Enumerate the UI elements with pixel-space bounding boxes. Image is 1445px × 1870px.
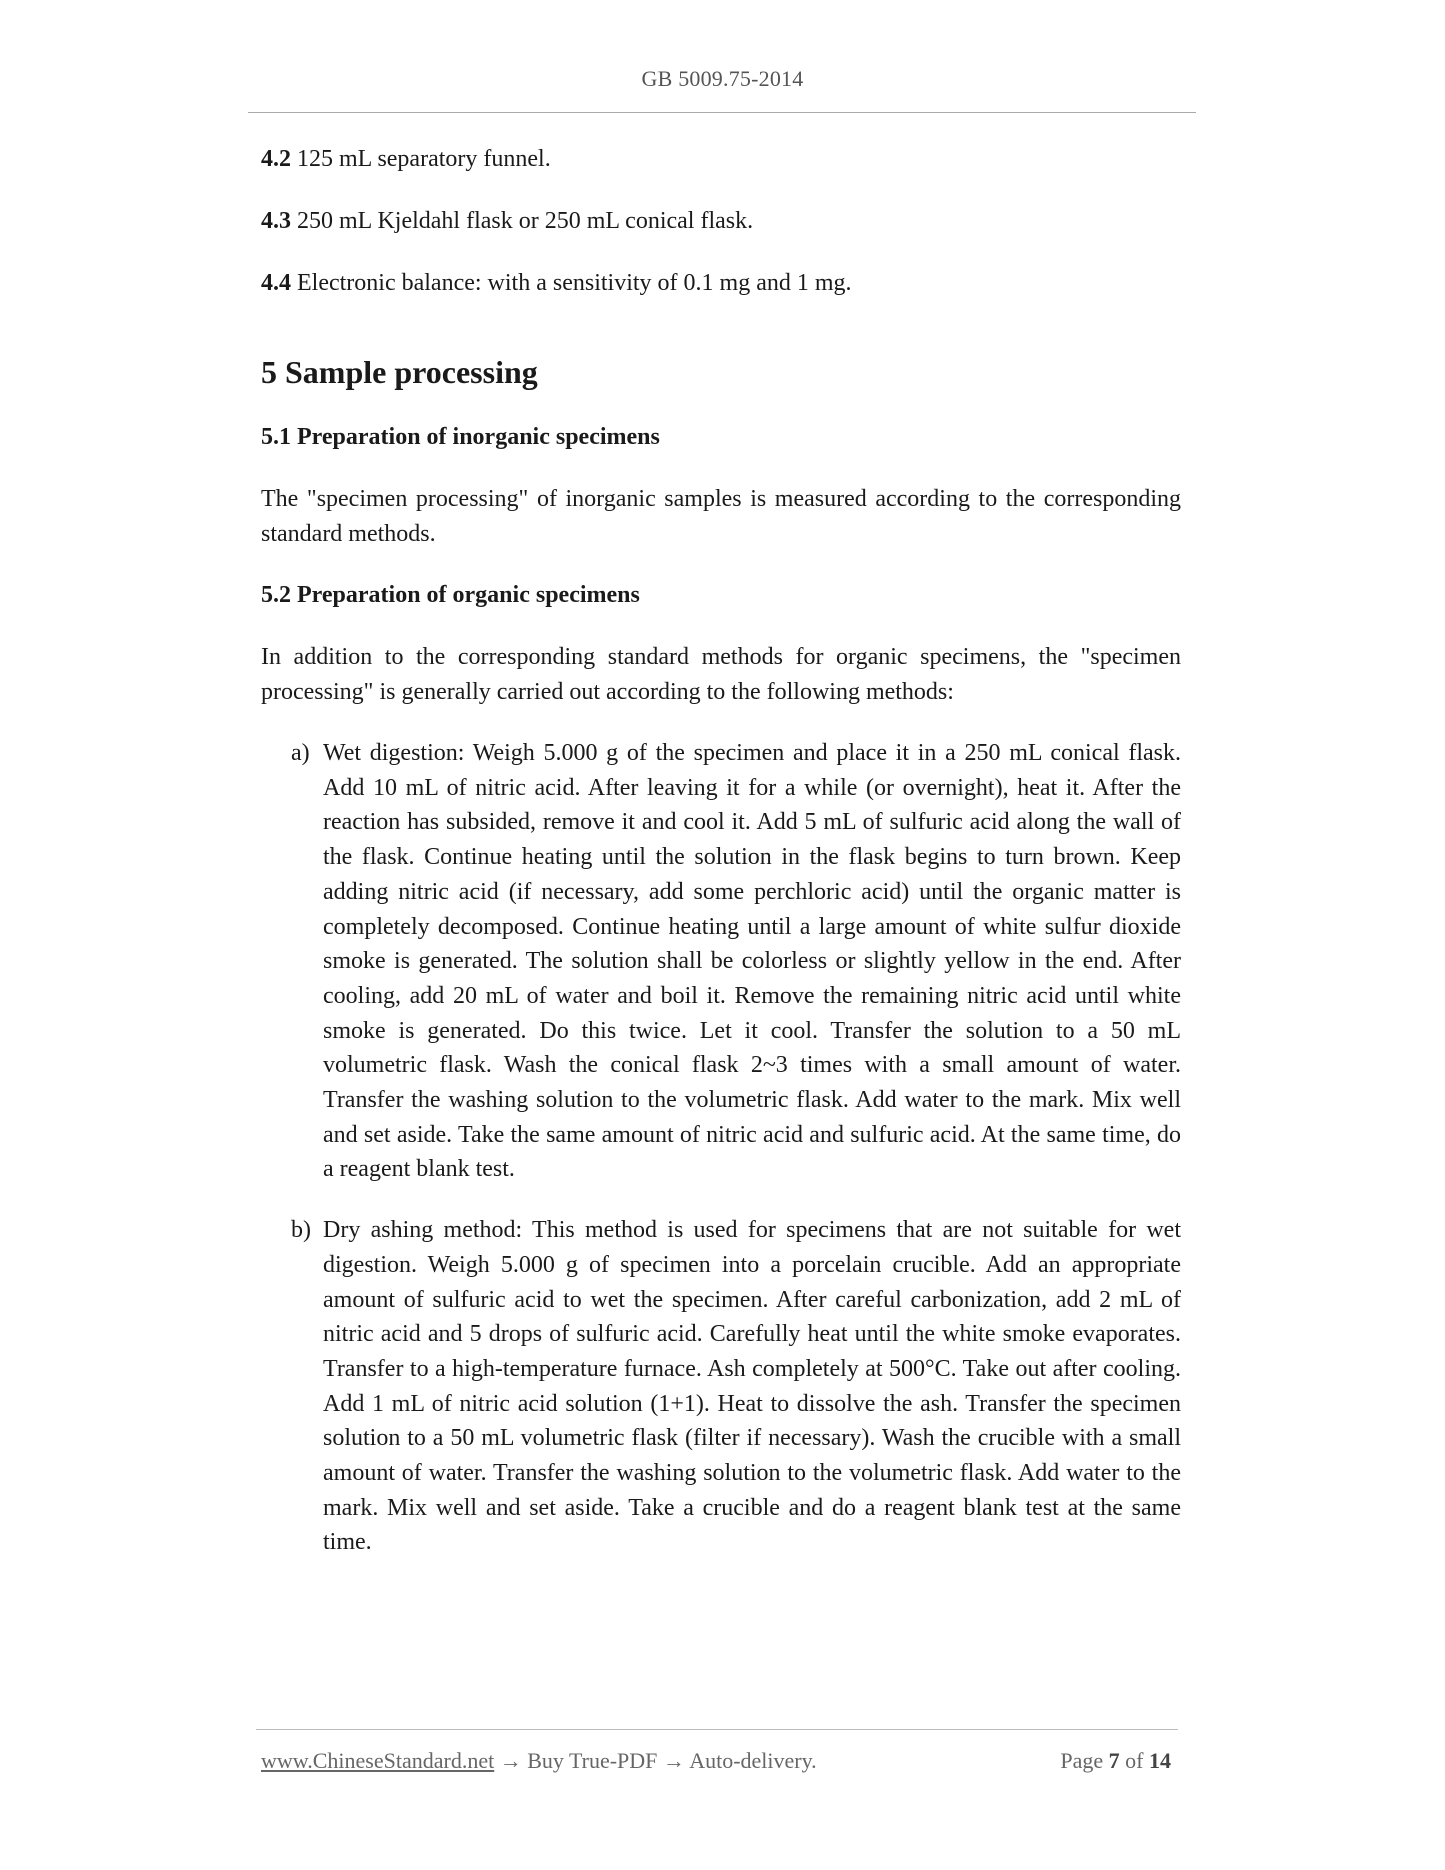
section-5-heading: 5 Sample processing <box>261 354 538 390</box>
website-link[interactable]: www.ChineseStandard.net <box>261 1748 495 1773</box>
item-4-2 <box>261 142 1181 176</box>
section-5-1-paragraph: The "specimen processing" of inorganic samples is measured according to the corresponding standard methods. <box>261 486 1181 547</box>
list-marker: b) <box>291 1217 311 1244</box>
item-number: 4.2 <box>261 146 291 172</box>
page-header: GB 5009.75-2014 <box>641 66 804 91</box>
section-5-2-paragraph: In addition to the corresponding standard methods for organic specimens, the "specimen processing" is generally carried out according to the following methods: <box>261 644 1181 705</box>
page-content <box>261 142 1181 1586</box>
footer-promo-text: → Buy True-PDF → Auto-delivery. <box>494 1748 817 1773</box>
item-4-3 <box>261 204 1181 238</box>
list-item-dry-ashing <box>261 1213 1181 1560</box>
item-text: Electronic balance: with a sensitivity of 0.1 mg and 1 mg. <box>291 270 852 296</box>
item-text: 125 mL separatory funnel. <box>291 146 551 172</box>
item-4-4 <box>261 266 1181 300</box>
footer-divider <box>256 1729 1178 1730</box>
item-number: 4.3 <box>261 208 291 234</box>
section-5-2-heading: 5.2 Preparation of organic specimens <box>261 582 640 608</box>
item-text: 250 mL Kjeldahl flask or 250 mL conical flask. <box>291 208 754 234</box>
total-pages: 14 <box>1149 1748 1171 1773</box>
item-number: 4.4 <box>261 270 291 296</box>
of-label: of <box>1125 1748 1144 1773</box>
page-number <box>1060 1748 1171 1774</box>
list-item-text: Wet digestion: Weigh 5.000 g of the specimen and place it in a 250 mL conical flask. Add 10 mL of nitric acid. After leaving it for a while (or overnight), heat it. After the reaction has subsided, remove it and cool it. Add 5 mL of sulfuric acid along the wall of the flask. Continue heating until the solution in the flask begins to turn brown. Keep adding nitric acid (if necessary, add some perchloric acid) until the organic matter is completely decomposed. Continue heating until a large amount of white sulfur dioxide smoke is generated. The solution shall be colorless or slightly yellow in the end. After cooling, add 20 mL of water and boil it. Remove the remaining nitric acid until white smoke is generated. Do this twice. Let it cool. Transfer the solution to a 50 mL volumetric flask. Wash the conical flask 2~3 times with a small amount of water. Transfer the washing solution to the volumetric flask. Add water to the mark. Mix well and set aside. Take the same amount of nitric acid and sulfuric acid. At the same time, do a reagent blank test. <box>323 740 1181 1183</box>
list-marker: a) <box>291 740 310 766</box>
list-item-wet-digestion <box>261 736 1181 1187</box>
footer-promo <box>261 1748 817 1774</box>
current-page: 7 <box>1108 1748 1120 1773</box>
header-divider <box>248 112 1196 113</box>
page-label: Page <box>1060 1748 1104 1773</box>
list-item-text: Dry ashing method: This method is used for specimens that are not suitable for wet digestion. Weigh 5.000 g of specimen into a porcelain crucible. Add an appropriate amount of sulfuric acid to wet the specimen. After careful carbonization, add 2 mL of nitric acid and 5 drops of sulfuric acid. Carefully heat until the white smoke evaporates. Transfer to a high-temperature furnace. Ash completely at 500°C. Take out after cooling. Add 1 mL of nitric acid solution (1+1). Heat to dissolve the ash. Transfer the specimen solution to a 50 mL volumetric flask (filter if necessary). Wash the crucible with a small amount of water. Transfer the washing solution to the volumetric flask. Add water to the mark. Mix well and set aside. Take a crucible and do a reagent blank test at the same time. <box>323 1217 1181 1556</box>
section-5-1-heading: 5.1 Preparation of inorganic specimens <box>261 424 660 450</box>
